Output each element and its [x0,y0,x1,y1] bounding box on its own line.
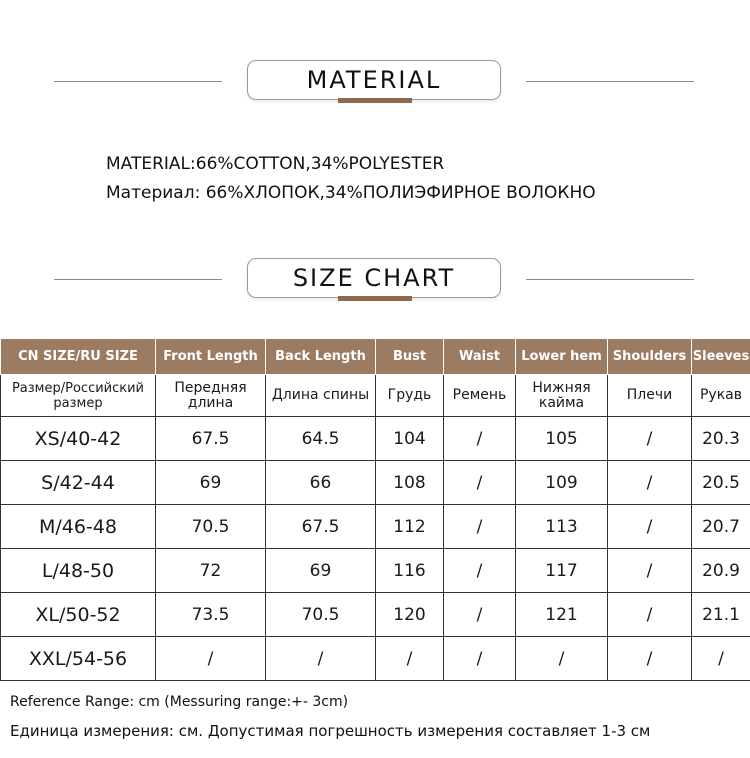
table-cell: 72 [156,549,266,593]
table-cell: 116 [376,549,444,593]
table-cell: 109 [516,461,608,505]
table-cell: / [608,461,692,505]
table-cell: 67.5 [266,505,376,549]
table-cell: 108 [376,461,444,505]
table-cell: / [608,505,692,549]
table-cell: 120 [376,593,444,637]
divider-left [54,279,222,280]
table-cell: 66 [266,461,376,505]
table-cell: / [376,637,444,681]
table-row [1,637,750,681]
table-cell: 21.1 [692,593,750,637]
col-header-ru: Рукав [692,375,750,417]
col-header: Lower hem [516,339,608,375]
col-header-ru: Передняя длина [156,375,266,417]
reference-range-note: Reference Range: cm (Messuring range:+- 3cm) [10,694,349,710]
col-header: Sleeves [692,339,750,375]
table-row [1,417,750,461]
table-cell: 70.5 [156,505,266,549]
size-cell: XL/50-52 [1,593,156,637]
reference-range-note-ru: Единица измерения: см. Допустимая погрешность измерения составляет 1-3 см [10,722,651,740]
table-cell: / [444,461,516,505]
table-cell: / [608,637,692,681]
divider-left [54,81,222,82]
table-cell: / [444,417,516,461]
size-chart-title: SIZE CHART [247,258,501,298]
table-cell: / [444,593,516,637]
size-cell: XS/40-42 [1,417,156,461]
table-cell: 105 [516,417,608,461]
col-header-ru: Грудь [376,375,444,417]
table-row [1,549,750,593]
size-cell: L/48-50 [1,549,156,593]
table-cell: / [444,505,516,549]
material-composition-en: MATERIAL:66%COTTON,34%POLYESTER [106,154,445,174]
table-cell: 64.5 [266,417,376,461]
table-cell: 73.5 [156,593,266,637]
table-row [1,593,750,637]
col-header-ru: Нижняя кайма [516,375,608,417]
header-row [1,339,750,375]
table-cell: 67.5 [156,417,266,461]
col-header-ru: Длина спины [266,375,376,417]
title-underline-accent [338,98,412,103]
table-cell: / [608,593,692,637]
header-row-ru [1,375,750,417]
table-cell: 117 [516,549,608,593]
size-chart-section-heading [0,258,750,302]
table-cell: 69 [266,549,376,593]
col-header: Back Length [266,339,376,375]
size-chart-table [0,338,750,681]
material-title: MATERIAL [247,60,501,100]
col-header: Shoulders [608,339,692,375]
col-header: CN SIZE/RU SIZE [1,339,156,375]
divider-right [526,81,694,82]
size-cell: XXL/54-56 [1,637,156,681]
table-cell: 70.5 [266,593,376,637]
col-header-ru: Ремень [444,375,516,417]
table-cell: 20.3 [692,417,750,461]
table-row [1,461,750,505]
size-cell: M/46-48 [1,505,156,549]
material-section-heading [0,60,750,104]
table-cell: / [156,637,266,681]
table-cell: 20.5 [692,461,750,505]
table-cell: 112 [376,505,444,549]
table-cell: / [608,549,692,593]
table-row [1,505,750,549]
table-cell: 104 [376,417,444,461]
col-header-ru: Размер/Российский размер [1,375,156,417]
table-cell: / [444,549,516,593]
table-cell: 113 [516,505,608,549]
col-header: Front Length [156,339,266,375]
size-cell: S/42-44 [1,461,156,505]
table-cell: / [266,637,376,681]
material-composition-ru: Материал: 66%ХЛОПОК,34%ПОЛИЭФИРНОЕ ВОЛОКНО [106,183,596,203]
table-cell: / [516,637,608,681]
table-cell: / [444,637,516,681]
divider-right [526,279,694,280]
table-cell: / [692,637,750,681]
table-cell: 20.7 [692,505,750,549]
table-cell: 121 [516,593,608,637]
col-header: Bust [376,339,444,375]
table-cell: 20.9 [692,549,750,593]
col-header-ru: Плечи [608,375,692,417]
table-cell: 69 [156,461,266,505]
table-cell: / [608,417,692,461]
title-underline-accent [338,296,412,301]
col-header: Waist [444,339,516,375]
